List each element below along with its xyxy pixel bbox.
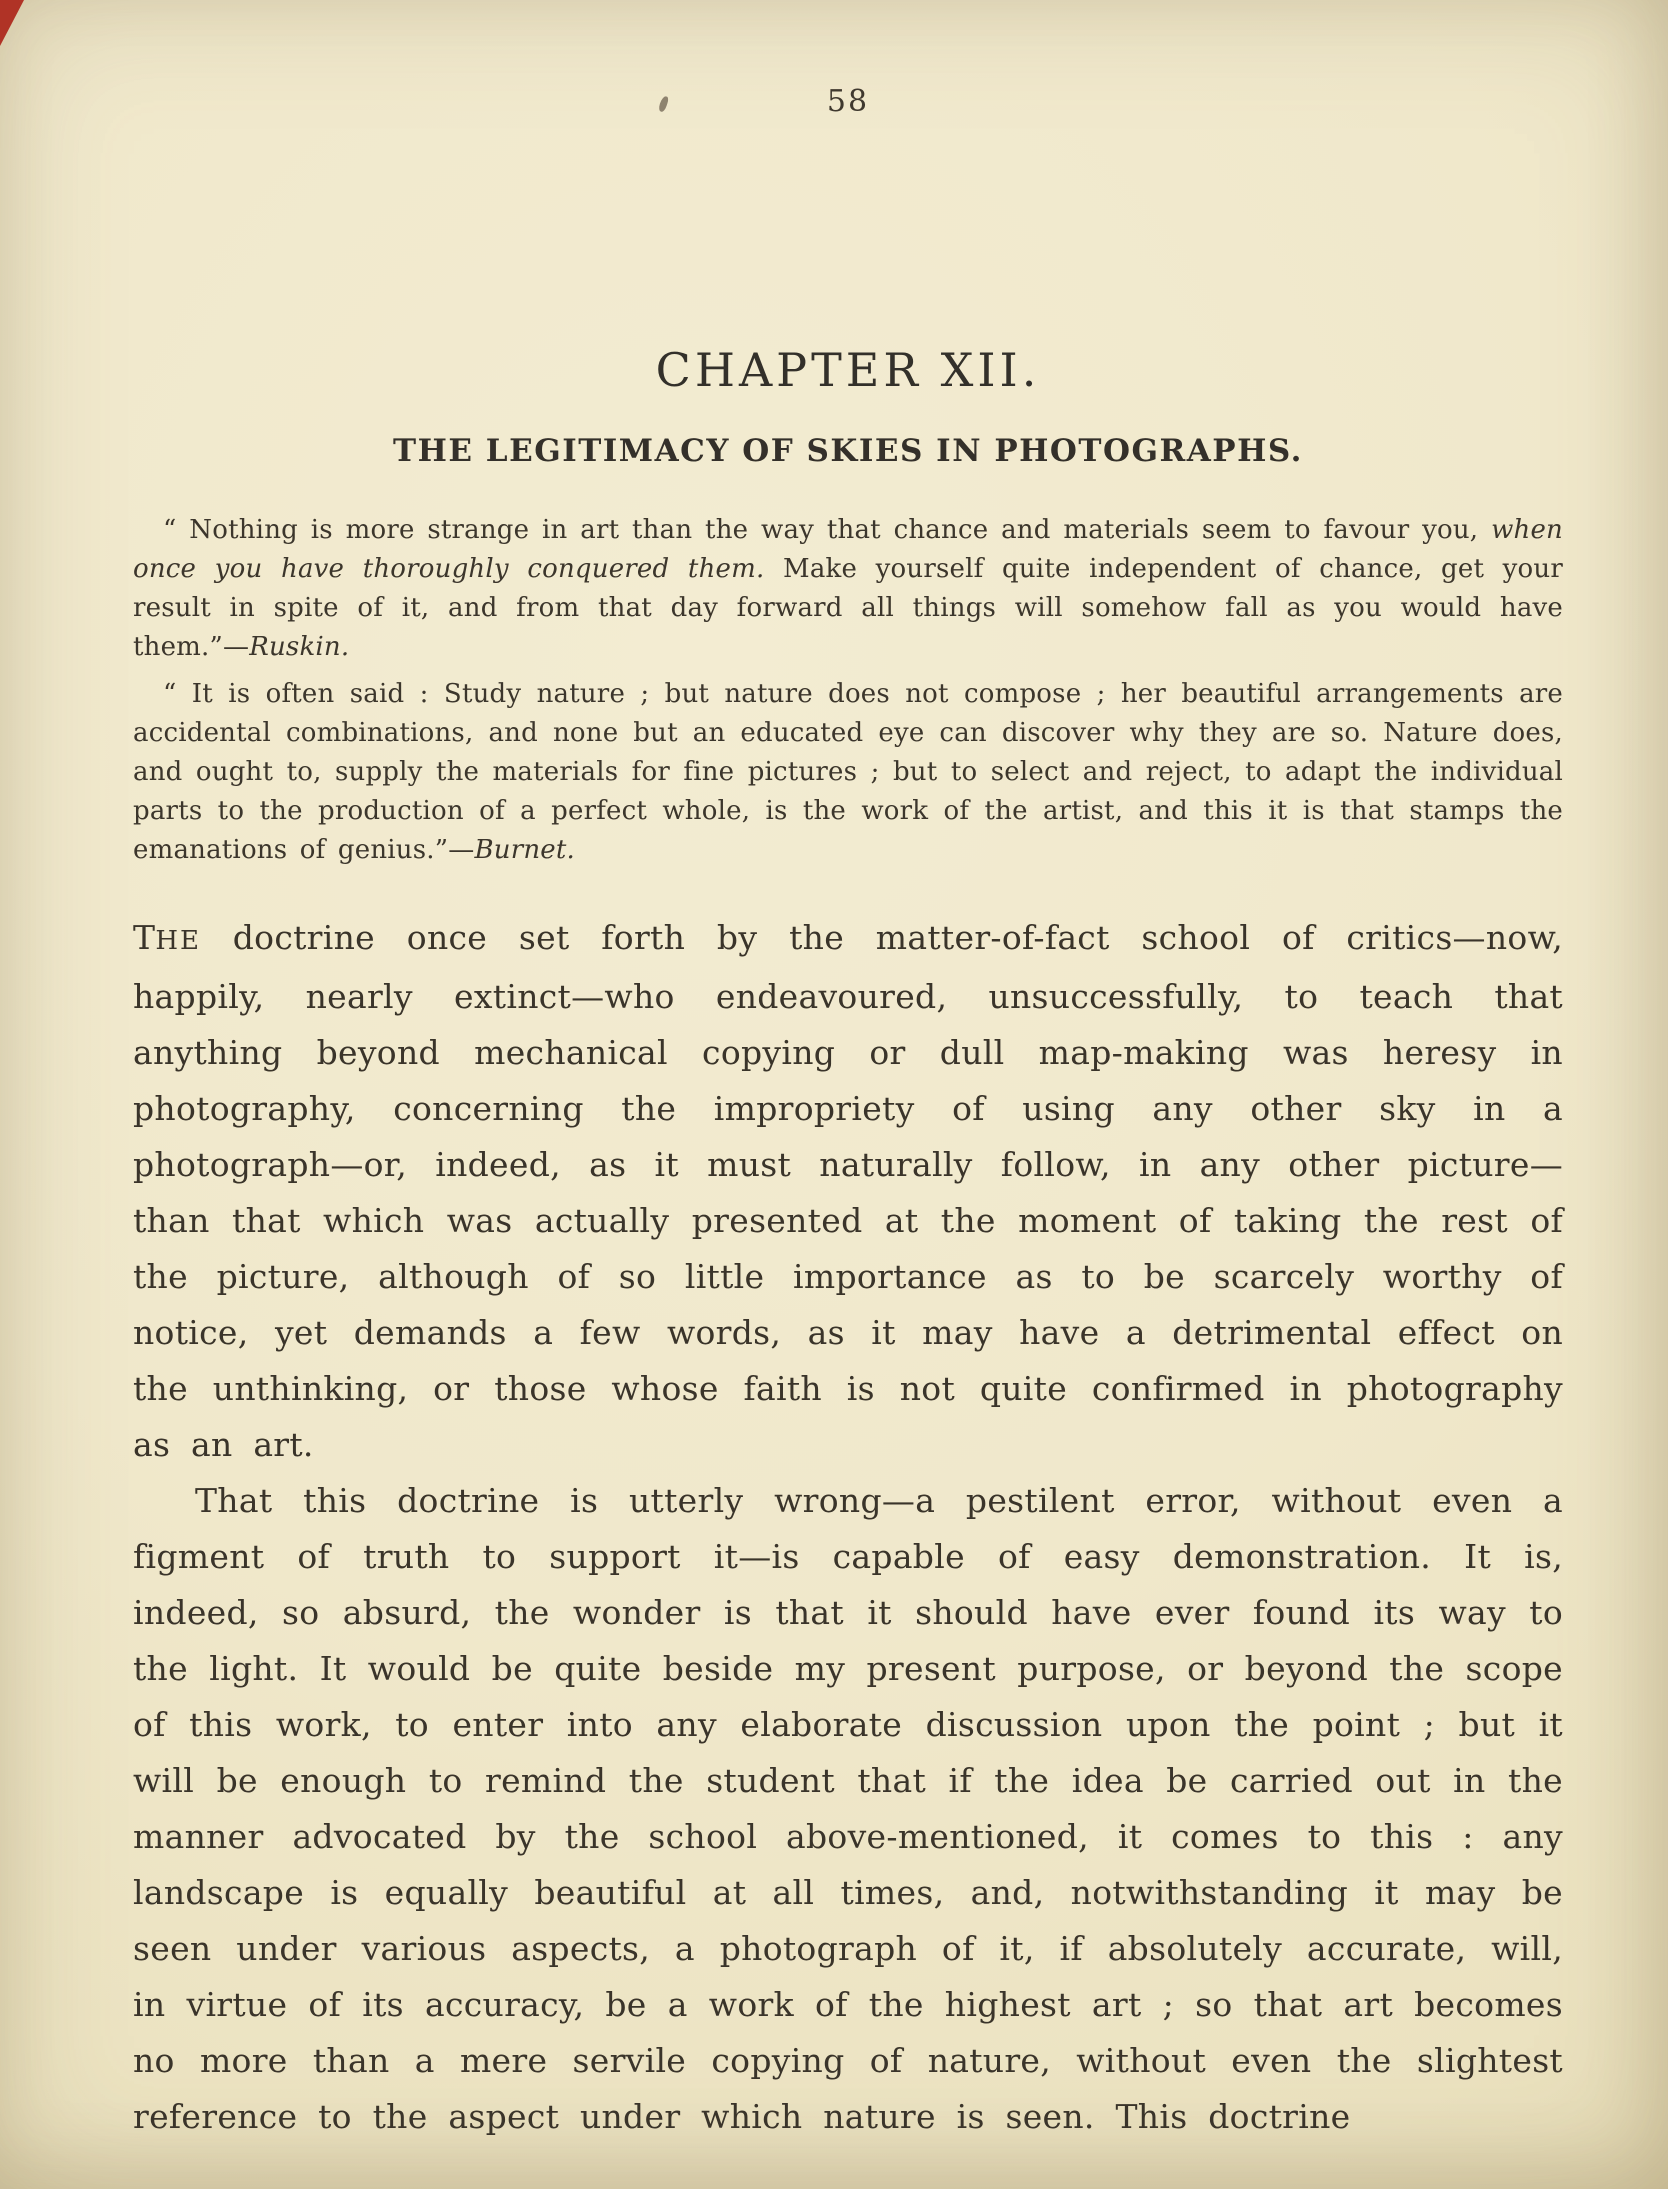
drop-capital: T bbox=[133, 918, 156, 957]
page-number: 58 bbox=[826, 84, 870, 119]
epigraph-ruskin-text-1: “ Nothing is more strange in art than the way that chance and materials seem to favour you, bbox=[163, 515, 1492, 545]
body-paragraph-1-text: doctrine once set forth by the matter-of-fact school of critics—now, happily, nearly extinct—who endeavoured, unsuccessfully, to teach that anything beyond mechanical copying or dull map-making was heresy in photography, concerning the impropriety of using any other sky in a photograph—or, indeed, as it must naturally follow, in any other picture—than that which was actually presented at the moment of taking the rest of the picture, although of so little importance as to be scarcely worthy of notice, yet demands a few words, as it may have a detrimental effect on the unthinking, or those whose faith is not quite confirmed in photography as an art. bbox=[133, 918, 1563, 1464]
chapter-subtitle: THE LEGITIMACY OF SKIES IN PHOTOGRAPHS. bbox=[393, 433, 1303, 469]
page-content bbox=[133, 0, 1563, 2145]
epigraph-burnet-attribution: Burnet. bbox=[474, 835, 575, 865]
page-corner-mark bbox=[0, 0, 24, 46]
epigraph-ruskin-text-2: Make yourself quite independent of chance, get your result in spite of it, and from that day forward all things will somehow fall as you would have them.”— bbox=[133, 554, 1563, 662]
epigraph-burnet bbox=[133, 675, 1563, 870]
body-paragraph-1 bbox=[133, 910, 1563, 1473]
epigraph-ruskin-italic: when once you have thoroughly conquered them. bbox=[133, 515, 1563, 584]
body-paragraph-2: That this doctrine is utterly wrong—a pestilent error, without even a figment of truth to support it—is capable of easy demonstration. It is, indeed, so absurd, the wonder is that it should have ever found its way to the light. It would be quite beside my present purpose, or beyond the scope of this work, to enter into any elaborate discussion upon the point ; but it will be enough to remind the student that if the idea be carried out in the manner advocated by the school above-mentioned, it comes to this : any landscape is equally beautiful at all times, and, notwithstanding it may be seen under various aspects, a photograph of it, if absolutely accurate, will, in virtue of its accuracy, be a work of the highest art ; so that art becomes no more than a mere servile copying of nature, without even the slightest reference to the aspect under which nature is seen. This doctrine bbox=[133, 1481, 1563, 2136]
epigraph-burnet-text: “ It is often said : Study nature ; but nature does not compose ; her beautiful arrangements are accidental combinations, and none but an educated eye can discover why they are so. Nature does, and ought to, supply the materials for fine pictures ; but to select and reject, to adapt the individual parts to the production of a perfect whole, is the work of the artist, and this it is that stamps the emanations of genius.”— bbox=[133, 679, 1563, 865]
epigraph-ruskin bbox=[133, 511, 1563, 667]
chapter-title: CHAPTER XII. bbox=[655, 343, 1041, 397]
lead-small-caps: HE bbox=[155, 926, 201, 956]
epigraph-ruskin-attribution: Ruskin. bbox=[249, 632, 350, 662]
